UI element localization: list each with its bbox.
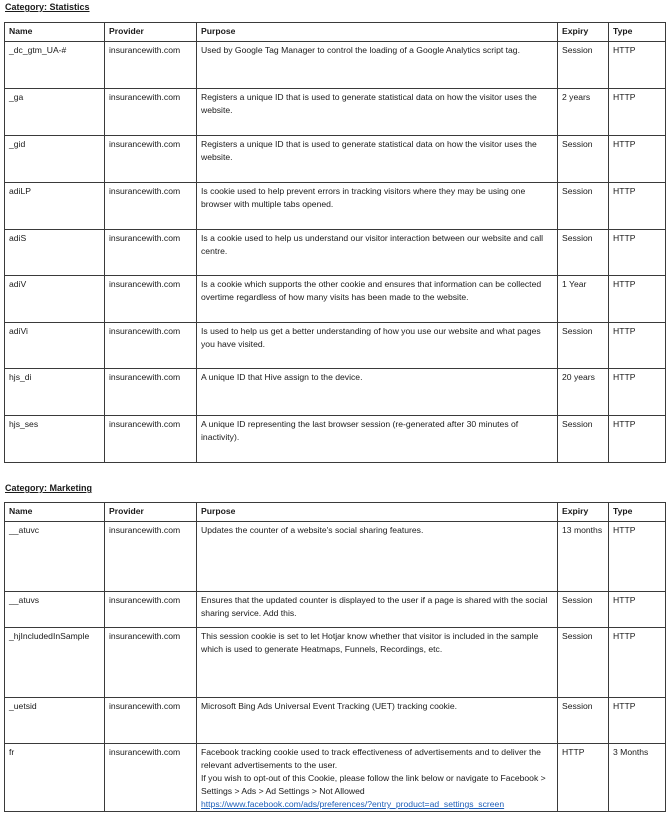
table-header-row: [5, 503, 666, 522]
cookie-purpose: A unique ID that Hive assign to the device.: [197, 369, 558, 416]
column-header-expiry: Expiry: [558, 503, 609, 522]
column-header-type: Type: [609, 503, 666, 522]
cookie-expiry: HTTP: [558, 744, 609, 812]
cookie-type: 3 Months: [609, 744, 666, 812]
cookie-name: _hjIncludedInSample: [5, 628, 105, 698]
column-header-provider: Provider: [105, 503, 197, 522]
cookie-provider: insurancewith.com: [105, 183, 197, 230]
table-row: [5, 628, 666, 698]
cookie-provider: insurancewith.com: [105, 89, 197, 136]
cookie-purpose: Ensures that the updated counter is displayed to the user if a page is shared with the social sharing service. Add this.: [197, 592, 558, 628]
cookie-purpose: Updates the counter of a website's social sharing features.: [197, 522, 558, 592]
cookie-type: HTTP: [609, 136, 666, 183]
cookie-purpose: Is a cookie which supports the other cookie and ensures that information can be collected overtime regardless of how many visits has been made to the website.: [197, 276, 558, 323]
cookie-purpose: Registers a unique ID that is used to generate statistical data on how the visitor uses the website.: [197, 89, 558, 136]
cookie-type: HTTP: [609, 42, 666, 89]
cookie-type: HTTP: [609, 698, 666, 744]
cookie-expiry: Session: [558, 183, 609, 230]
cookie-type: HTTP: [609, 416, 666, 463]
cookie-provider: insurancewith.com: [105, 522, 197, 592]
cookie-purpose-line: Facebook tracking cookie used to track effectiveness of advertisements and to deliver the relevant advertisements to the user.: [201, 747, 541, 770]
cookie-purpose: Used by Google Tag Manager to control the loading of a Google Analytics script tag.: [197, 42, 558, 89]
cookie-name: _uetsid: [5, 698, 105, 744]
cookie-provider: insurancewith.com: [105, 136, 197, 183]
category-heading-marketing: Category: Marketing: [5, 483, 93, 493]
cookie-expiry: 20 years: [558, 369, 609, 416]
table-header-row: [5, 23, 666, 42]
table-row: [5, 592, 666, 628]
marketing-cookie-table: [4, 502, 666, 812]
cookie-provider: insurancewith.com: [105, 592, 197, 628]
table-row: [5, 136, 666, 183]
column-header-name: Name: [5, 503, 105, 522]
cookie-name: hjs_di: [5, 369, 105, 416]
cookie-name: fr: [5, 744, 105, 812]
table-row: [5, 369, 666, 416]
cookie-expiry: 1 Year: [558, 276, 609, 323]
cookie-expiry: Session: [558, 416, 609, 463]
cookie-type: HTTP: [609, 323, 666, 369]
cookie-expiry: Session: [558, 230, 609, 276]
cookie-name: __atuvc: [5, 522, 105, 592]
table-row: [5, 276, 666, 323]
cookie-purpose: Microsoft Bing Ads Universal Event Tracking (UET) tracking cookie.: [197, 698, 558, 744]
cookie-expiry: Session: [558, 592, 609, 628]
cookie-purpose: Registers a unique ID that is used to generate statistical data on how the visitor uses the website.: [197, 136, 558, 183]
column-header-expiry: Expiry: [558, 23, 609, 42]
cookie-name: _ga: [5, 89, 105, 136]
facebook-ad-preferences-link[interactable]: https://www.facebook.com/ads/preferences/?entry_product=ad_settings_screen: [201, 799, 505, 809]
cookie-type: HTTP: [609, 628, 666, 698]
table-row: [5, 416, 666, 463]
cookie-expiry: 13 months: [558, 522, 609, 592]
table-row: [5, 230, 666, 276]
cookie-type: HTTP: [609, 522, 666, 592]
cookie-provider: insurancewith.com: [105, 628, 197, 698]
table-row: [5, 698, 666, 744]
column-header-name: Name: [5, 23, 105, 42]
category-heading-statistics: Category: Statistics: [5, 2, 90, 12]
cookie-expiry: Session: [558, 136, 609, 183]
column-header-purpose: Purpose: [197, 23, 558, 42]
cookie-type: HTTP: [609, 89, 666, 136]
cookie-provider: insurancewith.com: [105, 744, 197, 812]
cookie-provider: insurancewith.com: [105, 698, 197, 744]
table-row: [5, 183, 666, 230]
cookie-provider: insurancewith.com: [105, 42, 197, 89]
cookie-name: __atuvs: [5, 592, 105, 628]
cookie-purpose: Is used to help us get a better understanding of how you use our website and what pages you have visited.: [197, 323, 558, 369]
cookie-name: adiS: [5, 230, 105, 276]
cookie-name: _gid: [5, 136, 105, 183]
statistics-cookie-table: [4, 22, 666, 463]
column-header-purpose: Purpose: [197, 503, 558, 522]
cookie-provider: insurancewith.com: [105, 276, 197, 323]
cookie-type: HTTP: [609, 369, 666, 416]
cookie-purpose: Is a cookie used to help us understand our visitor interaction between our website and call centre.: [197, 230, 558, 276]
cookie-type: HTTP: [609, 276, 666, 323]
cookie-expiry: Session: [558, 323, 609, 369]
cookie-name: adiVi: [5, 323, 105, 369]
table-row: [5, 522, 666, 592]
cookie-provider: insurancewith.com: [105, 369, 197, 416]
cookie-purpose-line: If you wish to opt-out of this Cookie, please follow the link below or navigate to Facebook > Settings > Ads > Ad Settings > Not Allowed: [201, 773, 546, 796]
cookie-expiry: 2 years: [558, 89, 609, 136]
cookie-name: _dc_gtm_UA-#: [5, 42, 105, 89]
table-row: [5, 744, 666, 812]
cookie-name: adiV: [5, 276, 105, 323]
cookie-expiry: Session: [558, 698, 609, 744]
cookie-expiry: Session: [558, 42, 609, 89]
cookie-provider: insurancewith.com: [105, 416, 197, 463]
table-row: [5, 42, 666, 89]
cookie-type: HTTP: [609, 230, 666, 276]
cookie-purpose: [197, 744, 558, 812]
cookie-name: hjs_ses: [5, 416, 105, 463]
cookie-provider: insurancewith.com: [105, 230, 197, 276]
column-header-provider: Provider: [105, 23, 197, 42]
cookie-name: adiLP: [5, 183, 105, 230]
cookie-type: HTTP: [609, 592, 666, 628]
cookie-purpose: This session cookie is set to let Hotjar know whether that visitor is included in the sample which is used to generate Heatmaps, Funnels, Recordings, etc.: [197, 628, 558, 698]
table-row: [5, 323, 666, 369]
table-row: [5, 89, 666, 136]
cookie-type: HTTP: [609, 183, 666, 230]
cookie-expiry: Session: [558, 628, 609, 698]
cookie-purpose: Is cookie used to help prevent errors in tracking visitors where they may be using one browser with multiple tabs opened.: [197, 183, 558, 230]
cookie-provider: insurancewith.com: [105, 323, 197, 369]
cookie-purpose: A unique ID representing the last browser session (re-generated after 30 minutes of inactivity).: [197, 416, 558, 463]
column-header-type: Type: [609, 23, 666, 42]
